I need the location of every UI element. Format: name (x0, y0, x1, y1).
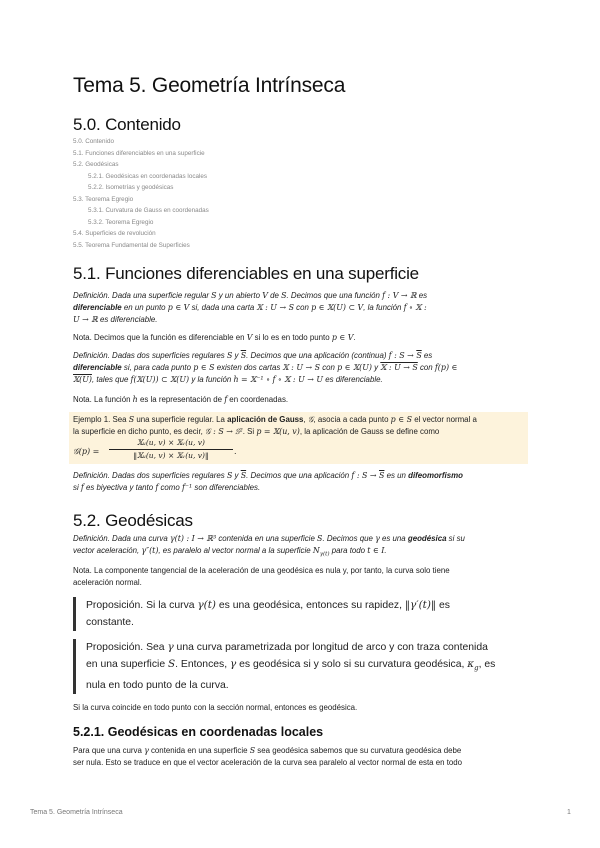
section-heading-5-2: 5.2. Geodésicas (73, 511, 193, 530)
nota-componente-tangencial: Nota. La componente tangencial de la aceleración de una geodésica es nula y, por tanto, la curva solo tiene aceleración normal. (73, 566, 450, 588)
table-of-contents (73, 136, 209, 251)
paragraph-seccion-normal: Si la curva coincide en todo punto con la sección normal, entonces es geodésica. (73, 703, 358, 712)
definition-difeomorfismo: Definición. Dadas dos superficies regulares S y $\overline{S}$. Decimos que una aplicación f : $S \to \overline{S}$ es un difeomorfismo si f es biyectiva y tanto f como f⁻¹ son diferenciables. (73, 471, 463, 493)
section-heading-5-1: 5.1. Funciones diferenciables en una superficie (73, 264, 419, 283)
nota-representacion: Nota. La función h es la representación de f en coordenadas. (73, 395, 289, 404)
paragraph-geodesicas-locales: Para que una curva γ contenida en una superficie S sea geodésica sabemos que su curvatura geodésica debe ser nula. Esto se traduce en que el vector aceleración de la curva sea paralelo al vector normal de esta en todo (73, 746, 463, 768)
toc-link[interactable]: 5.0. Contenido (73, 138, 114, 145)
toc-link[interactable]: 5.3.1. Curvatura de Gauss en coordenadas (88, 207, 209, 214)
toc-link[interactable]: 5.4. Superficies de revolución (73, 230, 156, 237)
toc-link[interactable]: 5.2. Geodésicas (73, 161, 119, 168)
page-number: 1 (567, 809, 571, 816)
toc-link[interactable]: 5.2.2. Isometrías y geodésicas (88, 184, 174, 191)
proposition-rapidez: Proposición. Si la curva γ(t) es una geodésica, entonces su rapidez, ‖γ′(t)‖ es constante. (73, 597, 506, 631)
toc-link[interactable]: 5.5. Teorema Fundamental de Superficies (73, 241, 190, 249)
proposition-curvatura-geodesica: Proposición. Sea γ una curva parametrizada por longitud de arco y con traza contenida en una superficie S. Entonces, γ es geodésica si y solo si su curvatura geodésica, $\kappa_g$, es nula en todo punto de la curva. (73, 639, 528, 694)
toc-link[interactable]: 5.1. Funciones diferenciables en una superficie (73, 149, 205, 157)
nota-diferenciable: Nota. Decimos que la función es diferenciable en V si lo es en todo punto p ∈ V. (73, 333, 356, 342)
toc-link[interactable]: 5.2.1. Geodésicas en coordenadas locales (88, 172, 208, 180)
toc-link[interactable]: 5.3.2. Teorema Egregio (88, 218, 154, 226)
page-title: Tema 5. Geometría Intrínseca (73, 74, 346, 97)
example-gauss-map: Ejemplo 1. Sea S una superficie regular. La aplicación de Gauss, 𝒢, asocia a cada punto p ∈ S el vector normal a la superficie en dicho punto, es decir, 𝒢 : S → 𝕊². Si p = 𝕏(u, v), la aplicación de Gauss se define como (73, 415, 477, 437)
definition-aplicacion-diferenciable: Definición. Dadas dos superficies regulares S y $\overline{S}$. Decimos que una aplicación (continua) f : $S \to \overline{S}$ es diferenciable si, para cada punto p ∈ S existen dos cartas 𝕏 : U → S con p ∈ 𝕏(U) y 𝕏 : U → S con f(p) ∈ 𝕏(U), tales que f(𝕏(U)) ⊂ 𝕏(U) y la función h = 𝕏⁻¹ ∘ f ∘ 𝕏 : U → U es diferenciable. (73, 351, 458, 385)
footer-title: Tema 5. Geometría Intrínseca (30, 809, 123, 816)
definition-diferenciable: Definición. Dada una superficie regular S y un abierto V de S. Decimos que una función f : V → ℝ es diferenciable en un punto p ∈ V si, dada una carta 𝕏 : U → S con p ∈ 𝕏(U) ⊂ V, la función f ∘ 𝕏 : U → ℝ es diferenciable. (73, 291, 428, 325)
toc-link[interactable]: 5.3. Teorema Egregio (73, 195, 134, 203)
subsection-heading-5-2-1: 5.2.1. Geodésicas en coordenadas locales (73, 725, 324, 739)
section-heading-contenido: 5.0. Contenido (73, 115, 181, 134)
definition-geodesica: Definición. Dada una curva γ(t) : I → ℝ³ contenida en una superficie S. Decimos que γ es una geodésica si su vector aceleración, γ″(t), es paralelo al vector normal a la superficie $N_{\gamma(t)}$ para todo t ∈ I. (73, 534, 465, 558)
